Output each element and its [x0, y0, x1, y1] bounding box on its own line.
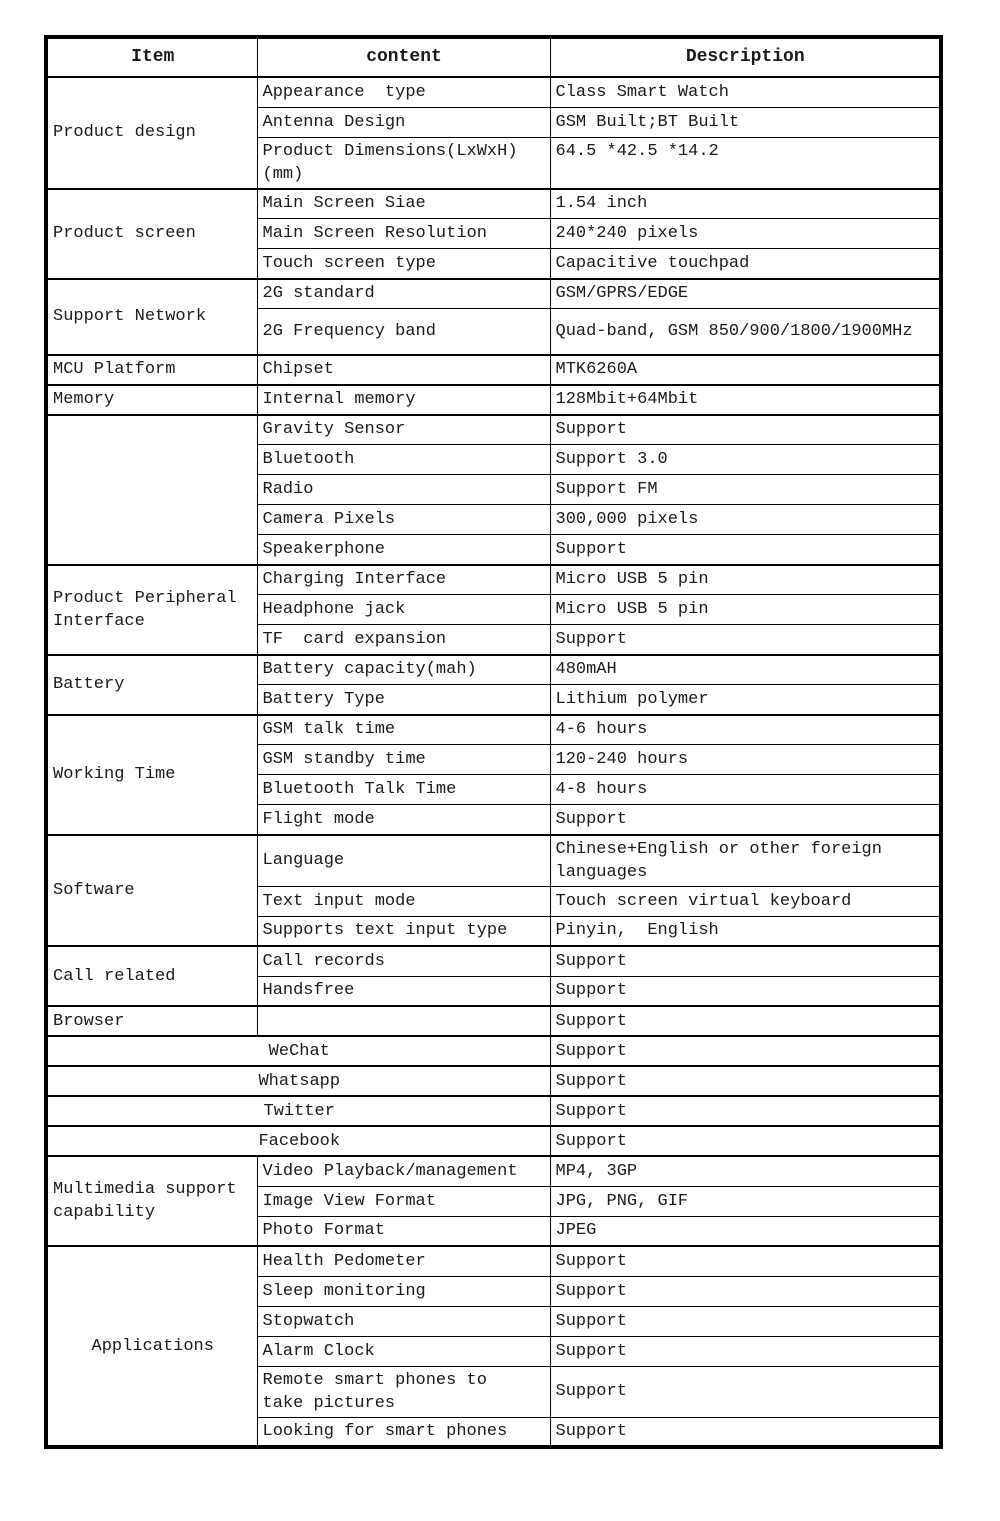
table-row: [46, 1066, 941, 1096]
description-cell: Class Smart Watch: [550, 77, 941, 107]
description-cell: Micro USB 5 pin: [550, 565, 941, 595]
col-header-item: Item: [46, 37, 257, 77]
content-cell: Text input mode: [257, 886, 550, 916]
content-cell: Camera Pixels: [257, 505, 550, 535]
spec-table: [44, 35, 943, 1449]
group-label-cell: Call related: [46, 946, 257, 1006]
description-cell: Support: [550, 1417, 941, 1447]
content-cell: Alarm Clock: [257, 1336, 550, 1366]
description-cell: Support: [550, 1006, 941, 1036]
description-cell: 1.54 inch: [550, 189, 941, 219]
content-cell: Internal memory: [257, 385, 550, 415]
description-cell: Support: [550, 1276, 941, 1306]
content-cell: Health Pedometer: [257, 1246, 550, 1276]
app-label-cell: WeChat: [46, 1036, 550, 1066]
content-cell: Photo Format: [257, 1216, 550, 1246]
description-cell: Support: [550, 415, 941, 445]
description-cell: Support: [550, 1096, 941, 1126]
table-row: [46, 1246, 941, 1276]
content-cell: Main Screen Resolution: [257, 219, 550, 249]
description-cell: 120-240 hours: [550, 745, 941, 775]
description-cell: 4-8 hours: [550, 775, 941, 805]
content-cell: TF card expansion: [257, 625, 550, 655]
content-cell: Call records: [257, 946, 550, 976]
header-row: [46, 37, 941, 77]
content-cell: Antenna Design: [257, 107, 550, 137]
description-cell: Quad-band, GSM 850/900/1800/1900MHz: [550, 309, 941, 355]
group-label-cell: MCU Platform: [46, 355, 257, 385]
table-row: [46, 355, 941, 385]
content-cell: Stopwatch: [257, 1306, 550, 1336]
content-cell: Speakerphone: [257, 535, 550, 565]
content-cell: Sleep monitoring: [257, 1276, 550, 1306]
description-cell: 4-6 hours: [550, 715, 941, 745]
content-cell: Looking for smart phones: [257, 1417, 550, 1447]
description-cell: Support: [550, 625, 941, 655]
content-cell: 2G Frequency band: [257, 309, 550, 355]
table-row: [46, 1036, 941, 1066]
description-cell: Support: [550, 946, 941, 976]
app-label-cell: Facebook: [46, 1126, 550, 1156]
content-cell: Bluetooth Talk Time: [257, 775, 550, 805]
description-cell: 300,000 pixels: [550, 505, 941, 535]
description-cell: Support FM: [550, 475, 941, 505]
content-cell: Headphone jack: [257, 595, 550, 625]
app-label-cell: Twitter: [46, 1096, 550, 1126]
group-label-cell: Battery: [46, 655, 257, 715]
description-cell: GSM/GPRS/EDGE: [550, 279, 941, 309]
content-cell: Bluetooth: [257, 445, 550, 475]
group-label-cell: Product design: [46, 77, 257, 189]
table-row: [46, 1156, 941, 1186]
description-cell: 480mAH: [550, 655, 941, 685]
table-row: [46, 835, 941, 887]
description-cell: 128Mbit+64Mbit: [550, 385, 941, 415]
description-cell: Support: [550, 1366, 941, 1417]
description-cell: Capacitive touchpad: [550, 249, 941, 279]
table-row: [46, 715, 941, 745]
description-cell: Support: [550, 976, 941, 1006]
description-cell: Touch screen virtual keyboard: [550, 886, 941, 916]
content-cell: Battery Type: [257, 685, 550, 715]
group-label-cell: Support Network: [46, 279, 257, 355]
group-label-cell: [46, 415, 257, 565]
description-cell: JPG, PNG, GIF: [550, 1186, 941, 1216]
description-cell: MP4, 3GP: [550, 1156, 941, 1186]
description-cell: Micro USB 5 pin: [550, 595, 941, 625]
description-cell: Lithium polymer: [550, 685, 941, 715]
group-label-cell: Applications: [46, 1246, 257, 1447]
group-label-cell: Software: [46, 835, 257, 947]
col-header-content: content: [257, 37, 550, 77]
table-row: [46, 385, 941, 415]
content-cell: 2G standard: [257, 279, 550, 309]
group-label-cell: Memory: [46, 385, 257, 415]
description-cell: Pinyin, English: [550, 916, 941, 946]
content-cell: Handsfree: [257, 976, 550, 1006]
app-label-cell: Whatsapp: [46, 1066, 550, 1096]
description-cell: Support: [550, 1246, 941, 1276]
table-row: [46, 1006, 941, 1036]
content-cell: Appearance type: [257, 77, 550, 107]
description-cell: MTK6260A: [550, 355, 941, 385]
content-cell: Product Dimensions(LxWxH)(mm): [257, 137, 550, 189]
group-label-cell: Product Peripheral Interface: [46, 565, 257, 655]
table-row: [46, 1126, 941, 1156]
table-row: [46, 565, 941, 595]
content-cell: Remote smart phones to take pictures: [257, 1366, 550, 1417]
content-cell: Charging Interface: [257, 565, 550, 595]
content-cell: Battery capacity(mah): [257, 655, 550, 685]
table-row: [46, 655, 941, 685]
group-label-cell: Multimedia support capability: [46, 1156, 257, 1246]
content-cell: Touch screen type: [257, 249, 550, 279]
description-cell: Support: [550, 1066, 941, 1096]
table-row: [46, 415, 941, 445]
description-cell: Support: [550, 1036, 941, 1066]
content-cell: Radio: [257, 475, 550, 505]
description-cell: Support 3.0: [550, 445, 941, 475]
table-row: [46, 1096, 941, 1126]
description-cell: GSM Built;BT Built: [550, 107, 941, 137]
col-header-description: Description: [550, 37, 941, 77]
group-label-cell: Browser: [46, 1006, 257, 1036]
description-cell: Support: [550, 805, 941, 835]
content-cell: Language: [257, 835, 550, 887]
description-cell: Chinese+English or other foreign languages: [550, 835, 941, 887]
description-cell: Support: [550, 1126, 941, 1156]
content-cell: Gravity Sensor: [257, 415, 550, 445]
group-label-cell: Product screen: [46, 189, 257, 279]
description-cell: JPEG: [550, 1216, 941, 1246]
table-row: [46, 189, 941, 219]
table-row: [46, 77, 941, 107]
content-cell: Video Playback/management: [257, 1156, 550, 1186]
description-cell: 240*240 pixels: [550, 219, 941, 249]
content-cell: Main Screen Siae: [257, 189, 550, 219]
description-cell: Support: [550, 1306, 941, 1336]
content-cell: Chipset: [257, 355, 550, 385]
content-cell: Supports text input type: [257, 916, 550, 946]
content-cell: GSM talk time: [257, 715, 550, 745]
table-row: [46, 946, 941, 976]
content-cell: Flight mode: [257, 805, 550, 835]
group-label-cell: Working Time: [46, 715, 257, 835]
table-row: [46, 279, 941, 309]
content-cell: GSM standby time: [257, 745, 550, 775]
description-cell: Support: [550, 1336, 941, 1366]
description-cell: 64.5 *42.5 *14.2: [550, 137, 941, 189]
description-cell: Support: [550, 535, 941, 565]
content-cell: Image View Format: [257, 1186, 550, 1216]
content-cell: [257, 1006, 550, 1036]
